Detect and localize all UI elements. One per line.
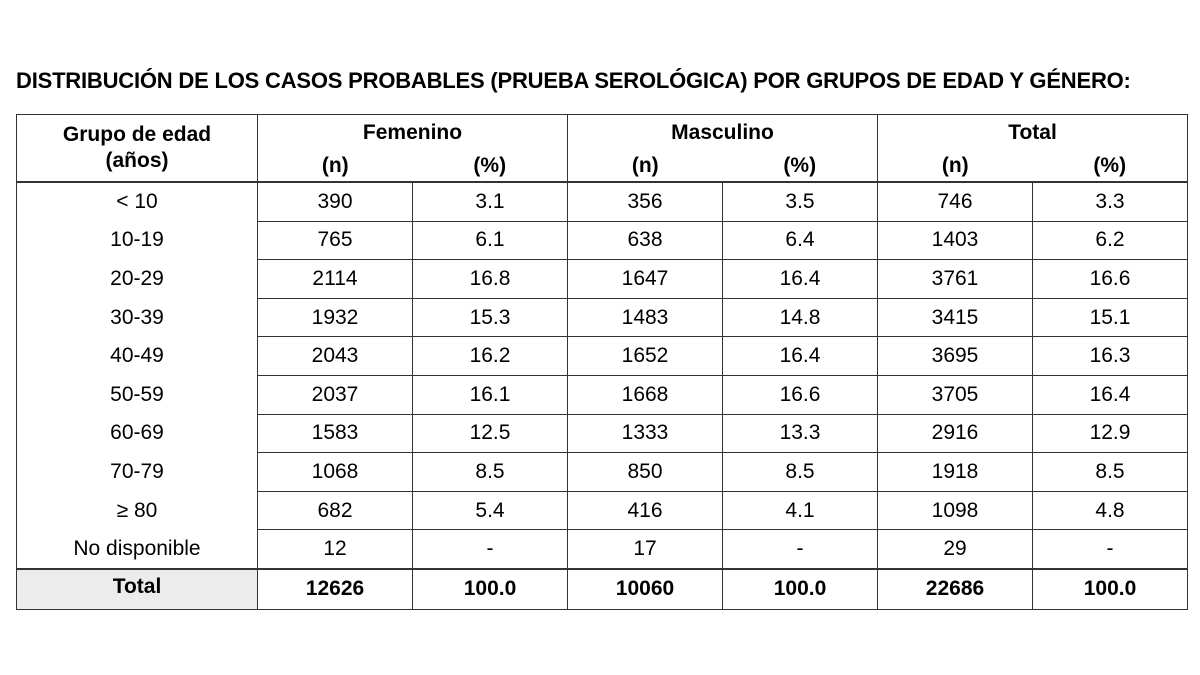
masculino-pct-cell: 4.1 <box>723 491 878 530</box>
femenino-n-cell: 12 <box>258 530 413 569</box>
total-pct-cell: 6.2 <box>1033 221 1188 260</box>
total-n-cell: 1918 <box>878 453 1033 492</box>
age-group-cell: 30-39 <box>17 298 258 337</box>
total-femenino-n-cell: 12626 <box>258 569 413 610</box>
masculino-pct-cell: - <box>723 530 878 569</box>
age-group-cell: 10-19 <box>17 221 258 260</box>
total-n-cell: 2916 <box>878 414 1033 453</box>
total-total-pct-cell: 100.0 <box>1033 569 1188 610</box>
masculino-pct-cell: 14.8 <box>723 298 878 337</box>
total-label-cell: Total <box>17 569 258 610</box>
total-pct-cell: 8.5 <box>1033 453 1188 492</box>
femenino-n-cell: 765 <box>258 221 413 260</box>
total-n-cell: 3695 <box>878 337 1033 376</box>
table-row <box>17 414 1188 453</box>
total-row <box>17 569 1188 610</box>
masculino-n-cell: 416 <box>568 491 723 530</box>
table-row <box>17 530 1188 569</box>
femenino-pct-cell: 6.1 <box>413 221 568 260</box>
header-age-group-line2: (años) <box>105 149 169 172</box>
masculino-n-cell: 1333 <box>568 414 723 453</box>
age-group-cell: 60-69 <box>17 414 258 453</box>
total-masculino-pct-cell: 100.0 <box>723 569 878 610</box>
total-total-n-cell: 22686 <box>878 569 1033 610</box>
age-group-cell: 20-29 <box>17 260 258 299</box>
masculino-n-cell: 1483 <box>568 298 723 337</box>
masculino-n-cell: 17 <box>568 530 723 569</box>
table-row <box>17 260 1188 299</box>
masculino-n-cell: 1647 <box>568 260 723 299</box>
total-n-cell: 3415 <box>878 298 1033 337</box>
femenino-pct-cell: 16.8 <box>413 260 568 299</box>
total-n-cell: 1098 <box>878 491 1033 530</box>
age-group-cell: No disponible <box>17 530 258 569</box>
femenino-pct-cell: 16.2 <box>413 337 568 376</box>
masculino-pct-cell: 8.5 <box>723 453 878 492</box>
table-row <box>17 298 1188 337</box>
masculino-pct-cell: 16.4 <box>723 260 878 299</box>
femenino-n-cell: 390 <box>258 182 413 221</box>
total-n-cell: 29 <box>878 530 1033 569</box>
header-femenino-n: (n) <box>258 151 413 182</box>
header-masculino-n: (n) <box>568 151 723 182</box>
age-group-cell: 40-49 <box>17 337 258 376</box>
total-n-cell: 1403 <box>878 221 1033 260</box>
total-masculino-n-cell: 10060 <box>568 569 723 610</box>
masculino-n-cell: 850 <box>568 453 723 492</box>
header-age-group <box>17 115 258 183</box>
age-group-cell: 50-59 <box>17 375 258 414</box>
femenino-pct-cell: - <box>413 530 568 569</box>
age-group-cell: ≥ 80 <box>17 491 258 530</box>
total-pct-cell: 16.4 <box>1033 375 1188 414</box>
header-age-group-line1: Grupo de edad <box>62 123 212 146</box>
masculino-pct-cell: 16.6 <box>723 375 878 414</box>
femenino-pct-cell: 16.1 <box>413 375 568 414</box>
total-pct-cell: 16.3 <box>1033 337 1188 376</box>
femenino-n-cell: 682 <box>258 491 413 530</box>
femenino-pct-cell: 3.1 <box>413 182 568 221</box>
masculino-pct-cell: 6.4 <box>723 221 878 260</box>
masculino-pct-cell: 16.4 <box>723 337 878 376</box>
page-title: DISTRIBUCIÓN DE LOS CASOS PROBABLES (PRUEBA SEROLÓGICA) POR GRUPOS DE EDAD Y GÉNERO: <box>16 68 1131 93</box>
masculino-n-cell: 638 <box>568 221 723 260</box>
total-n-cell: 746 <box>878 182 1033 221</box>
table-row <box>17 221 1188 260</box>
femenino-n-cell: 1068 <box>258 453 413 492</box>
masculino-n-cell: 1652 <box>568 337 723 376</box>
table-row <box>17 453 1188 492</box>
total-pct-cell: 4.8 <box>1033 491 1188 530</box>
header-total: Total <box>878 115 1188 152</box>
table-row <box>17 337 1188 376</box>
header-femenino: Femenino <box>258 115 568 152</box>
masculino-n-cell: 1668 <box>568 375 723 414</box>
femenino-pct-cell: 15.3 <box>413 298 568 337</box>
header-masculino: Masculino <box>568 115 878 152</box>
total-pct-cell: 15.1 <box>1033 298 1188 337</box>
masculino-pct-cell: 3.5 <box>723 182 878 221</box>
femenino-pct-cell: 8.5 <box>413 453 568 492</box>
total-pct-cell: 12.9 <box>1033 414 1188 453</box>
total-pct-cell: 3.3 <box>1033 182 1188 221</box>
total-n-cell: 3761 <box>878 260 1033 299</box>
table-row <box>17 182 1188 221</box>
header-masculino-pct: (%) <box>723 151 878 182</box>
age-group-cell: < 10 <box>17 182 258 221</box>
femenino-pct-cell: 12.5 <box>413 414 568 453</box>
table-row <box>17 491 1188 530</box>
age-group-cell: 70-79 <box>17 453 258 492</box>
total-femenino-pct-cell: 100.0 <box>413 569 568 610</box>
femenino-n-cell: 2037 <box>258 375 413 414</box>
total-pct-cell: - <box>1033 530 1188 569</box>
header-femenino-pct: (%) <box>413 151 568 182</box>
masculino-n-cell: 356 <box>568 182 723 221</box>
header-total-pct: (%) <box>1033 151 1188 182</box>
total-pct-cell: 16.6 <box>1033 260 1188 299</box>
femenino-n-cell: 1932 <box>258 298 413 337</box>
header-total-n: (n) <box>878 151 1033 182</box>
femenino-pct-cell: 5.4 <box>413 491 568 530</box>
total-n-cell: 3705 <box>878 375 1033 414</box>
femenino-n-cell: 1583 <box>258 414 413 453</box>
femenino-n-cell: 2043 <box>258 337 413 376</box>
age-gender-table <box>16 114 1188 610</box>
table-row <box>17 375 1188 414</box>
masculino-pct-cell: 13.3 <box>723 414 878 453</box>
femenino-n-cell: 2114 <box>258 260 413 299</box>
